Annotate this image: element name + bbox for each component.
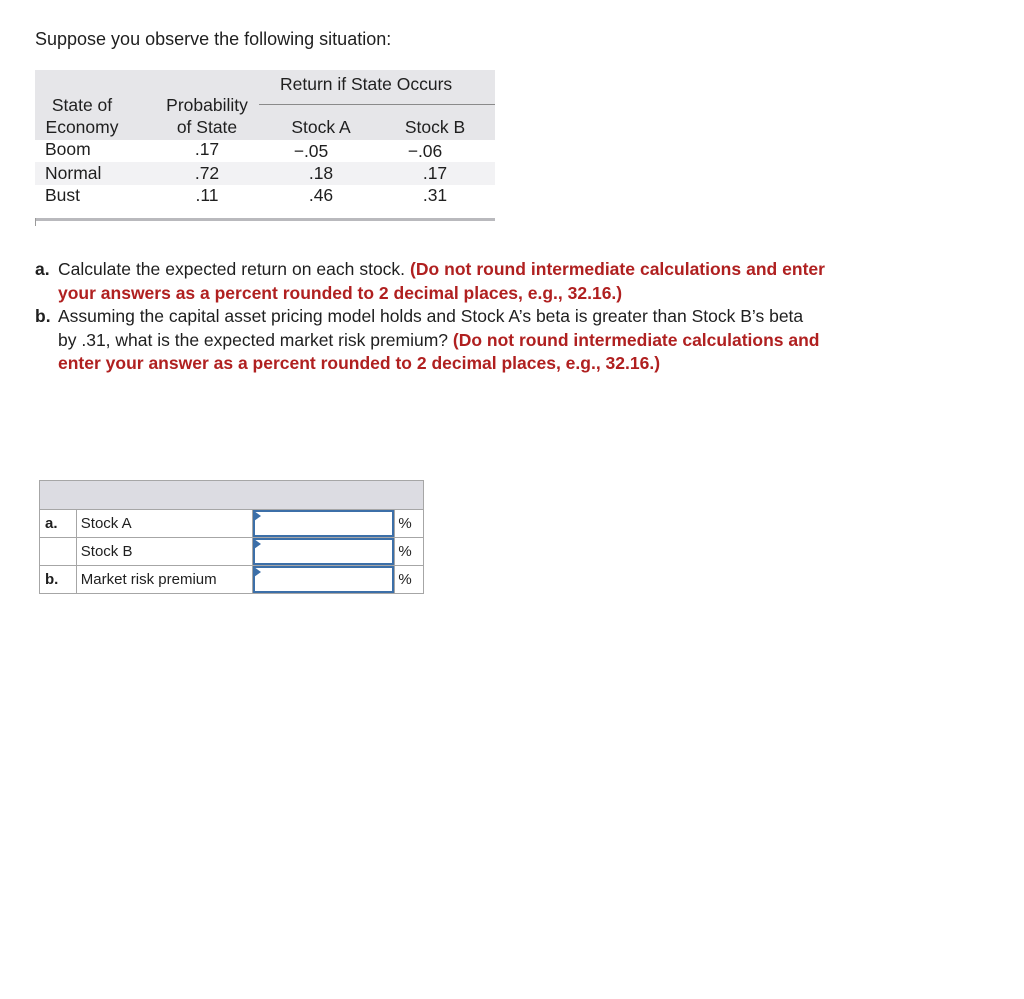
intro-text: Suppose you observe the following situation: (35, 29, 392, 49)
table-bottom-rule (35, 218, 495, 221)
cell-prob: .11 (195, 185, 219, 205)
questions (35, 258, 825, 376)
answer-table-header-cell (40, 481, 424, 510)
col-header-state-line1: State of (51, 95, 113, 115)
stock-a-input-cell (253, 510, 395, 538)
question-b-label: b. (35, 306, 51, 326)
cell-state: Boom (45, 139, 91, 159)
row-label: Stock A (76, 510, 253, 538)
cell-stock-a: .46 (308, 185, 334, 205)
question-a-label: a. (35, 259, 50, 279)
question-b-note: (Do not round intermediate calculations and enter your answer as a percent rounded to 2 decimal places, e.g., 32.16.) (58, 329, 820, 373)
cell-stock-b: .17 (422, 163, 448, 183)
stock-b-input-cell (253, 538, 395, 566)
group-header: Return if State Occurs (280, 74, 453, 94)
table-row (40, 538, 424, 566)
cell-stock-b: −.06 (407, 141, 443, 161)
unit-label: % (395, 510, 424, 538)
row-letter (40, 538, 77, 566)
answer-table-header (40, 481, 424, 510)
row-letter: b. (40, 566, 77, 594)
cell-prob: .17 (194, 139, 220, 159)
group-header-rule (259, 104, 495, 105)
row-label: Market risk premium (76, 566, 253, 594)
stock-a-input[interactable] (253, 510, 394, 537)
table-row (40, 566, 424, 594)
table-bottom-tick (35, 218, 36, 226)
cell-state: Bust (45, 185, 81, 205)
col-header-stock-b: Stock B (404, 117, 466, 137)
question-a-text: Calculate the expected return on each stock. (58, 259, 406, 279)
market-risk-premium-input-cell (253, 566, 395, 594)
cell-stock-b: .31 (422, 185, 448, 205)
col-header-prob-line1: Probability (166, 95, 248, 115)
unit-label: % (395, 538, 424, 566)
row-label: Stock B (76, 538, 253, 566)
question-a-note: (Do not round intermediate calculations and enter your answers as a percent rounded to 2 decimal places, e.g., 32.16.) (58, 259, 825, 303)
col-header-state-line2: Economy (45, 117, 119, 137)
market-risk-premium-input[interactable] (253, 566, 394, 593)
cell-state: Normal (45, 163, 102, 183)
question-a (35, 258, 825, 305)
returns-table (35, 70, 495, 226)
question-b (35, 305, 825, 376)
cell-stock-a: .18 (308, 163, 334, 183)
cell-prob: .72 (194, 163, 220, 183)
cell-stock-a: −.05 (293, 141, 329, 161)
answer-table (39, 480, 424, 594)
question-b-text: Assuming the capital asset pricing model holds and Stock A’s beta is greater than Stock B’s beta by .31, what is the expected market risk premium? (58, 306, 804, 350)
stock-b-input[interactable] (253, 538, 394, 565)
table-row (40, 510, 424, 538)
unit-label: % (395, 566, 424, 594)
row-letter: a. (40, 510, 77, 538)
col-header-stock-a: Stock A (291, 117, 351, 137)
col-header-prob-line2: of State (176, 117, 238, 137)
